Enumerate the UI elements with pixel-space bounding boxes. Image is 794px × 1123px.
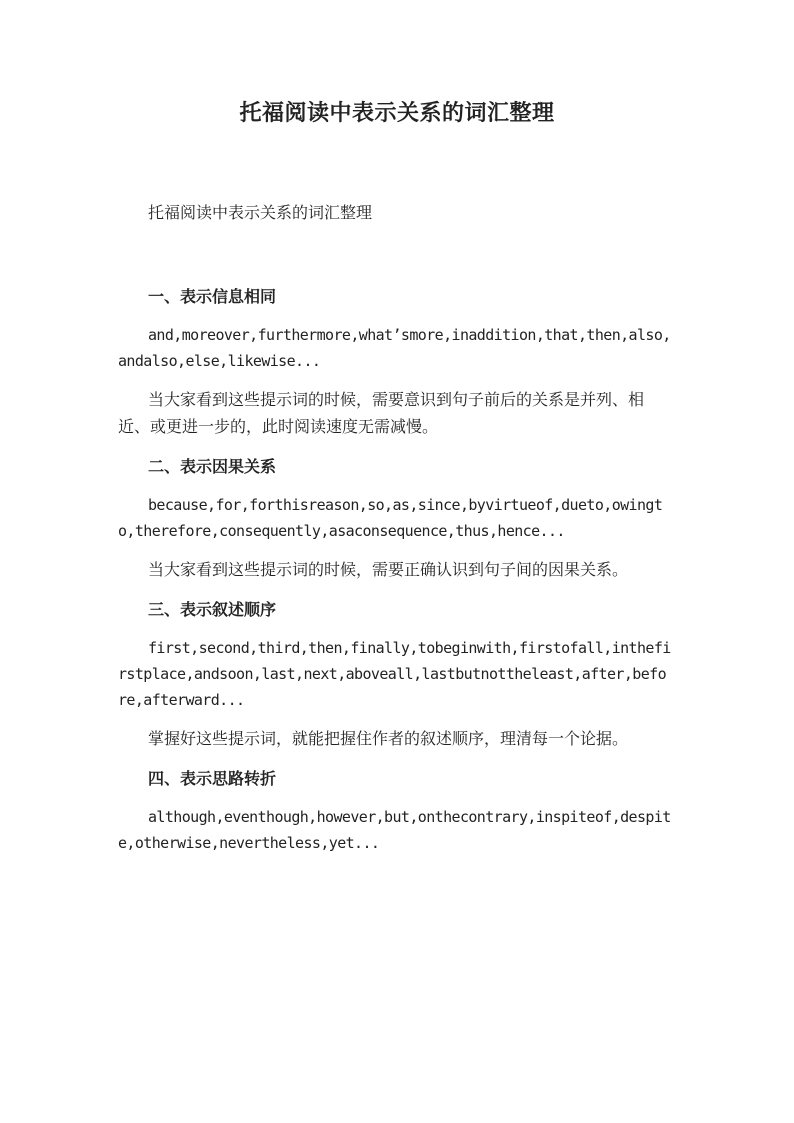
keyword-list: although,eventhough,however,but,onthecontrary,inspiteof,despite,otherwise,nevertheless,yet... (118, 808, 671, 852)
document-title: 托福阅读中表示关系的词汇整理 (239, 100, 555, 126)
keyword-list: and,moreover,furthermore,what’smore,inaddition,that,then,also,andalso,else,likewise... (118, 326, 671, 370)
section-note: 掌握好这些提示词，就能把握住作者的叙述顺序，理清每一个论据。 (148, 729, 629, 748)
section-cause-effect (118, 454, 674, 583)
section-transition (118, 766, 674, 856)
keyword-list: because,for,forthisreason,so,as,since,byvirtueof,dueto,owingto,therefore,consequently,asaconsequence,thus,hence... (118, 496, 663, 540)
section-heading: 三、表示叙述顺序 (148, 600, 277, 619)
section-heading: 一、表示信息相同 (148, 287, 277, 306)
section-note: 当大家看到这些提示词的时候，需要正确认识到句子间的因果关系。 (148, 560, 629, 579)
keyword-list: first,second,third,then,finally,tobeginwith,firstofall,inthefirstplace,andsoon,last,next,aboveall,lastbutnottheleast,after,before,afterward... (118, 639, 671, 709)
section-heading: 二、表示因果关系 (148, 457, 277, 476)
section-heading: 四、表示思路转折 (148, 769, 277, 788)
section-narrative-order (118, 597, 674, 752)
document-body (118, 200, 674, 868)
section-same-information (118, 284, 674, 440)
document-subtitle: 托福阅读中表示关系的词汇整理 (148, 203, 373, 222)
section-note: 当大家看到这些提示词的时候，需要意识到句子前后的关系是并列、相近、或更进一步的，此时阅读速度无需减慢。 (118, 390, 645, 436)
